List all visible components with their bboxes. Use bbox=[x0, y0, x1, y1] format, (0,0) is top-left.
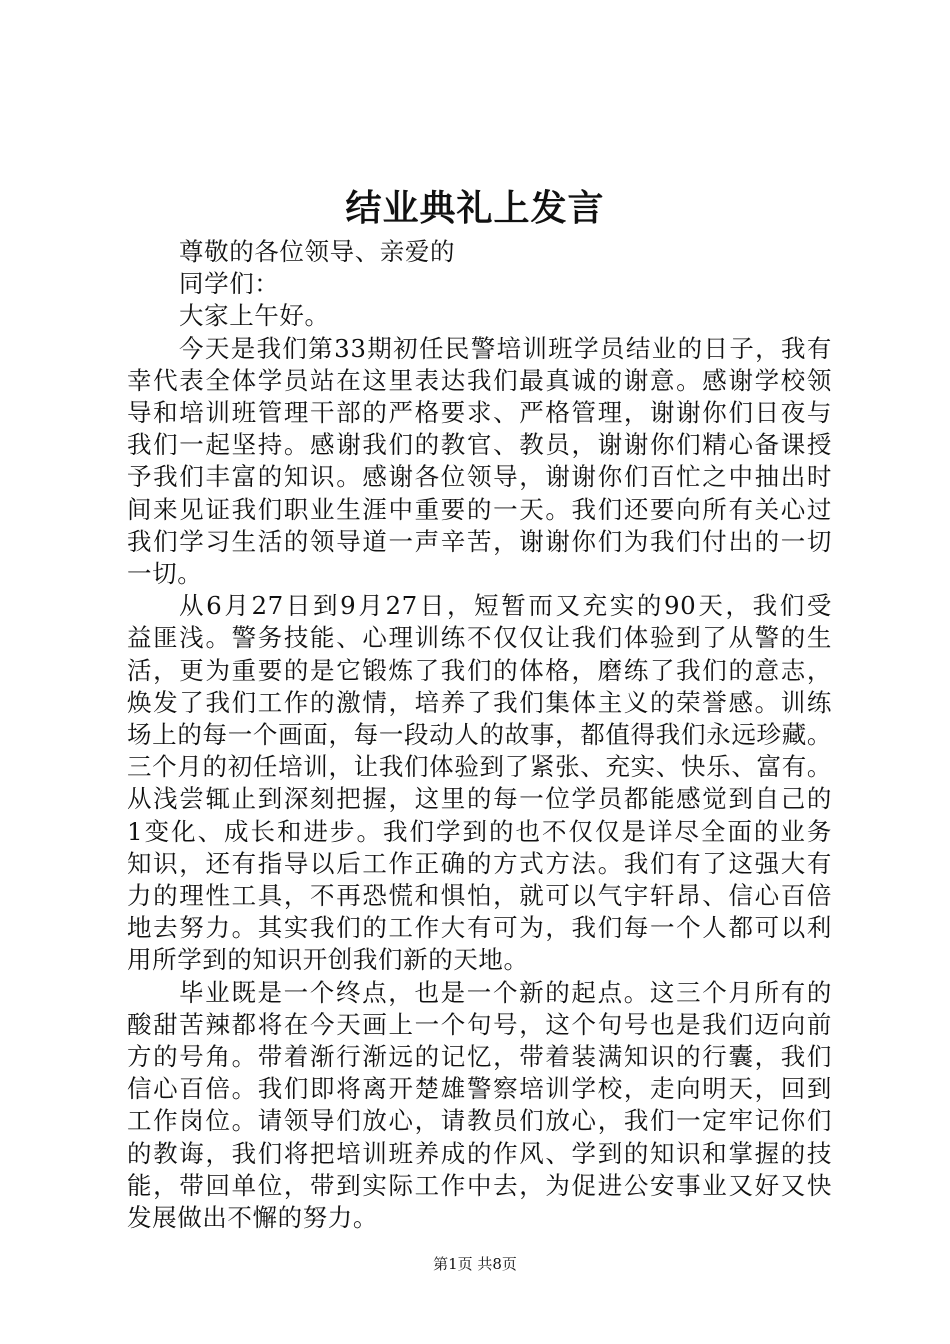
paragraph-3-line: 酸甜苦辣都将在今天画上一个句号，这个句号也是我们迈向前 bbox=[127, 1009, 832, 1039]
greeting-line: 大家上午好。 bbox=[179, 301, 330, 331]
paragraph-2-line: 知识，还有指导以后工作正确的方式方法。我们有了这强大有 bbox=[127, 848, 832, 878]
paragraph-3-line: 发展做出不懈的努力。 bbox=[127, 1203, 378, 1233]
paragraph-2-line: 益匪浅。警务技能、心理训练不仅仅让我们体验到了从警的生 bbox=[127, 623, 832, 653]
paragraph-2-line: 地去努力。其实我们的工作大有可为，我们每一个人都可以利 bbox=[127, 913, 832, 943]
document-title: 结业典礼上发言 bbox=[345, 188, 605, 229]
paragraph-2-line: 焕发了我们工作的激情，培养了我们集体主义的荣誉感。训练 bbox=[127, 687, 832, 717]
paragraph-1-line: 一切。 bbox=[127, 559, 203, 589]
document-body bbox=[127, 236, 832, 1234]
paragraph-3-line: 的教诲，我们将把培训班养成的作风、学到的知识和掌握的技 bbox=[127, 1138, 832, 1168]
paragraph-1-line: 导和培训班管理干部的严格要求、严格管理，谢谢你们日夜与 bbox=[127, 398, 832, 428]
paragraph-2-line: 用所学到的知识开创我们新的天地。 bbox=[127, 945, 529, 975]
paragraph-2-line: 1变化、成长和进步。我们学到的也不仅仅是详尽全面的业务 bbox=[127, 816, 832, 846]
paragraph-1-line: 我们学习生活的领导道一声辛苦，谢谢你们为我们付出的一切 bbox=[127, 526, 832, 556]
paragraph-2-line: 活，更为重要的是它锻炼了我们的体格，磨练了我们的意志， bbox=[127, 655, 832, 685]
paragraph-2-line: 场上的每一个画面，每一段动人的故事，都值得我们永远珍藏。 bbox=[127, 720, 832, 750]
paragraph-2-line: 从6月27日到9月27日，短暂而又充实的90天，我们受 bbox=[179, 591, 832, 621]
paragraph-3-line: 毕业既是一个终点，也是一个新的起点。这三个月所有的 bbox=[179, 977, 832, 1007]
paragraph-2-line: 三个月的初任培训，让我们体验到了紧张、充实、快乐、富有。 bbox=[127, 752, 832, 782]
paragraph-1-line: 幸代表全体学员站在这里表达我们最真诚的谢意。感谢学校领 bbox=[127, 365, 832, 395]
page-number-footer: 第1页 共8页 bbox=[433, 1255, 517, 1273]
paragraph-3-line: 工作岗位。请领导们放心，请教员们放心，我们一定牢记你们 bbox=[127, 1106, 832, 1136]
paragraph-1-line: 我们一起坚持。感谢我们的教官、教员，谢谢你们精心备课授 bbox=[127, 430, 832, 460]
paragraph-3-line: 能，带回单位，带到实际工作中去，为促进公安事业又好又快 bbox=[127, 1170, 832, 1200]
salutation-line: 尊敬的各位领导、亲爱的 bbox=[179, 237, 456, 266]
paragraph-1-line: 间来见证我们职业生涯中重要的一天。我们还要向所有关心过 bbox=[127, 494, 832, 524]
salutation-line: 同学们： bbox=[179, 269, 280, 299]
paragraph-2-line: 力的理性工具，不再恐慌和惧怕，就可以气宇轩昂、信心百倍 bbox=[127, 881, 832, 911]
paragraph-2-line: 从浅尝辄止到深刻把握，这里的每一位学员都能感觉到自己的 bbox=[127, 784, 832, 814]
paragraph-1-line: 予我们丰富的知识。感谢各位领导，谢谢你们百忙之中抽出时 bbox=[127, 462, 832, 492]
paragraph-1-line: 今天是我们第33期初任民警培训班学员结业的日子，我有 bbox=[179, 333, 832, 363]
paragraph-3-line: 信心百倍。我们即将离开楚雄警察培训学校，走向明天，回到 bbox=[127, 1074, 832, 1104]
paragraph-3-line: 方的号角。带着渐行渐远的记忆，带着装满知识的行囊，我们 bbox=[127, 1042, 832, 1072]
